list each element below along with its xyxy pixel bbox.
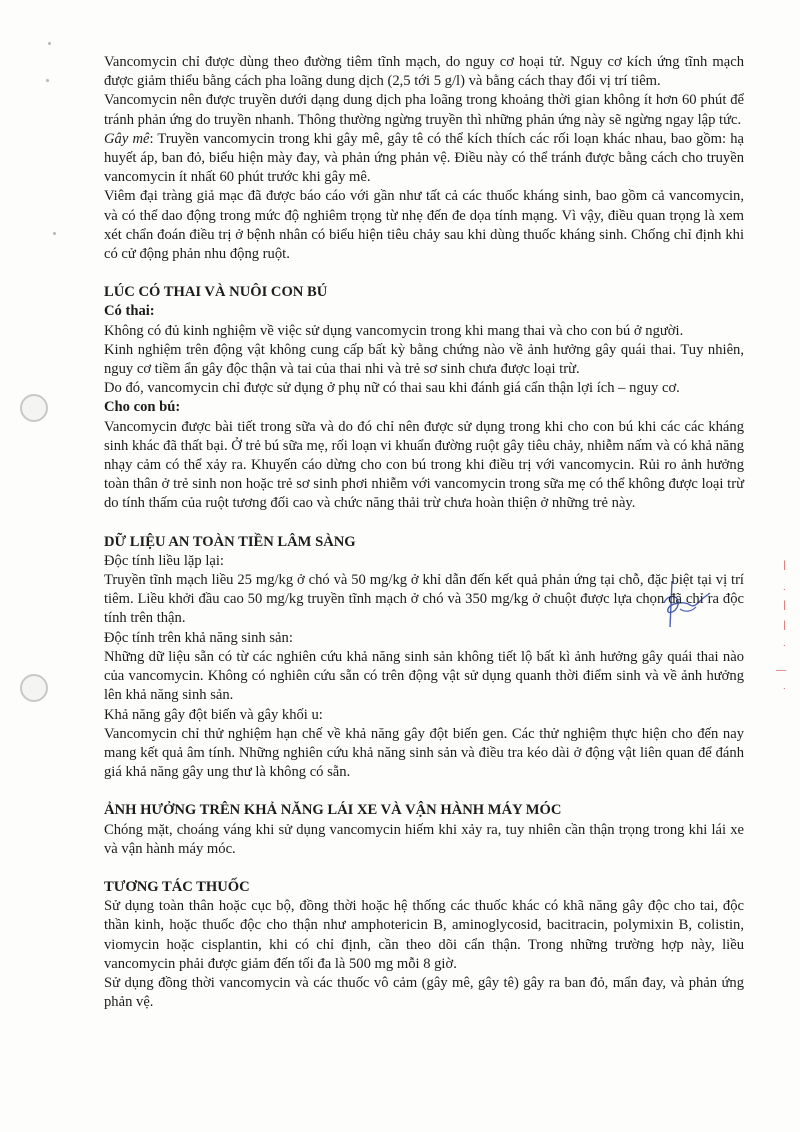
page-edge-mark: | xyxy=(783,600,786,611)
page-edge-mark: · xyxy=(782,683,786,694)
document-body xyxy=(104,53,744,1012)
driving-paragraph: Chóng mặt, choáng váng khi sử dụng vancomycin hiếm khi xảy ra, tuy nhiên cần thận trọng trong khi lái xe và vận hành máy móc. xyxy=(104,821,744,857)
page-edge-mark: · xyxy=(782,640,786,651)
pregnancy-paragraph-1: Không có đủ kinh nghiệm về việc sử dụng vancomycin trong khi mang thai và cho con bú ở người. xyxy=(104,322,684,339)
punch-hole-top xyxy=(20,394,48,422)
preclinical-sub-2: Độc tính trên khả năng sinh sản: xyxy=(104,629,293,646)
section-heading-driving: ẢNH HƯỞNG TRÊN KHẢ NĂNG LÁI XE VÀ VẬN HÀNH MÁY MÓC xyxy=(104,802,562,819)
scan-speck xyxy=(48,42,51,45)
page-edge-mark: — xyxy=(776,665,786,676)
preclinical-sub-3: Khả năng gây đột biến và gây khối u: xyxy=(104,706,323,723)
subheading-pregnancy: Có thai: xyxy=(104,303,155,320)
anesthesia-text: : Truyền vancomycin trong khi gây mê, gây tê có thể kích thích các rối loạn khác nhau, bao gồm: hạ huyết áp, ban đỏ, biểu hiện mày đay, và phản ứng phản vệ. Điều này có thể tránh được bằng cách cho truyền vancomycin ít nhất 60 phút trước khi gây mê. xyxy=(104,130,744,186)
subheading-breastfeeding: Cho con bú: xyxy=(104,399,181,416)
pregnancy-paragraph-2: Kinh nghiệm trên động vật không cung cấp bất kỳ bằng chứng nào về ảnh hưởng gây quái thai. Tuy nhiên, nguy cơ tiềm ẩn gây độc thận và tai của thai nhi và trẻ sơ sinh chưa được loại trừ. xyxy=(104,341,744,378)
section-heading-interactions: TƯƠNG TÁC THUỐC xyxy=(104,878,250,895)
scan-speck xyxy=(46,79,49,82)
preclinical-paragraph-2: Những dữ liệu sẵn có từ các nghiên cứu khả năng sinh sản không tiết lộ bất kì ảnh hưởng gây quái thai nào của vancomycin. Không có nghiên cứu sẵn có trên động vật sử dụng quanh thời điểm sinh và về ảnh hưởng lên khả năng sinh sản. xyxy=(104,648,744,704)
preclinical-sub-1: Độc tính liều lặp lại: xyxy=(104,552,224,569)
colitis-paragraph: Viêm đại tràng giả mạc đã được báo cáo với gần như tất cả các thuốc kháng sinh, bao gồm cả vancomycin, và có thể dao động trong mức độ nghiêm trọng từ nhẹ đến đe dọa tính mạng. Vì vậy, điều quan trọng là xem xét chẩn đoán điều trị ở bệnh nhân có biểu hiện tiêu chảy sau khi dùng thuốc kháng sinh. Chống chỉ định khi có cử động phản nhu động ruột. xyxy=(104,188,744,263)
page-edge-mark: · xyxy=(782,584,786,595)
anesthesia-label: Gây mê xyxy=(104,130,150,147)
preclinical-paragraph-3: Vancomycin chỉ thử nghiệm hạn chế về khả năng gây đột biến gen. Các thử nghiệm thực hiện cho đến nay mang kết quả âm tính. Những nghiên cứu khả năng sinh sản và điều tra kéo dài ở động vật liên quan để đánh giá khả năng gây ung thư là không có sẵn. xyxy=(104,725,744,781)
pregnancy-paragraph-3: Do đó, vancomycin chỉ được sử dụng ở phụ nữ có thai sau khi đánh giá cẩn thận lợi ích – nguy cơ. xyxy=(104,380,680,397)
interactions-paragraph-1: Sử dụng toàn thân hoặc cục bộ, đồng thời hoặc hệ thống các thuốc khác có khã năng gây độc cho tai, độc thần kinh, hoặc thuốc độc cho thận như amphotericin B, aminoglycosid, bacitracin, polymixin B, colistin, viomycin hoặc cisplantin, khi có chỉ định, cần theo dõi cẩn thận. Trong những trường hợp này, liều vancomycin phải được giảm đến tối đa là 500 mg mỗi 8 giờ. xyxy=(104,898,744,972)
interactions-paragraph-2: Sử dụng đồng thời vancomycin và các thuốc vô cảm (gây mê, gây tê) gây ra ban đỏ, mẩn đay, và phản ứng phản vệ. xyxy=(104,974,744,1011)
section-heading-preclinical: DỮ LIỆU AN TOÀN TIỀN LÂM SÀNG xyxy=(104,533,356,550)
breastfeeding-paragraph: Vancomycin được bài tiết trong sữa và do đó chỉ nên được sử dụng trong khi cho con bú khi các các kháng sinh khác đã thất bại. Ở trẻ bú sữa mẹ, rối loạn vi khuẩn đường ruột gây tiêu chảy, nhiễm nấm và có khả năng nhạy cảm có thể xảy ra. Khuyến cáo dừng cho con bú trong khi điều trị với vancomycin. Rủi ro ảnh hưởng toàn thân ở trẻ sinh non hoặc trẻ sơ sinh phơi nhiễm với vancomycin trong sữa mẹ có thể không được loại trừ do tính thấm của ruột tương đối cao và chức năng thải trừ chưa hoàn thiện ở những trẻ này. xyxy=(104,418,744,512)
punch-hole-bottom xyxy=(20,674,48,702)
preclinical-paragraph-1: Truyền tĩnh mạch liều 25 mg/kg ở chó và 50 mg/kg ở khỉ dẫn đến kết quả phản ứng tại chỗ, đặc biệt tại vị trí tiêm. Liều khởi đầu cao 50 mg/kg truyền tĩnh mạch ở chó và 350 mg/kg ở chuột được lựa chọn đã chỉ ra độc tính trên thận. xyxy=(104,572,744,627)
intro-paragraph-2: Vancomycin nên được truyền dưới dạng dung dịch pha loãng trong khoảng thời gian không ít hơn 60 phút để tránh phản ứng do truyền nhanh. Thông thường ngừng truyền thì những phản ứng này sẽ ngừng ngay lập tức. xyxy=(104,92,744,128)
anesthesia-paragraph xyxy=(104,130,744,188)
page-edge-mark: | xyxy=(783,620,786,631)
intro-paragraph-1: Vancomycin chỉ được dùng theo đường tiêm tĩnh mạch, do nguy cơ hoại tử. Nguy cơ kích ứng tĩnh mạch được giảm thiểu bằng cách pha loãng dung dịch (2,5 tới 5 g/l) và bằng cách thay đổi vị trí tiêm. xyxy=(104,54,744,90)
scan-speck xyxy=(53,232,56,235)
page-edge-mark: | xyxy=(783,560,786,571)
section-heading-pregnancy: LÚC CÓ THAI VÀ NUÔI CON BÚ xyxy=(104,284,328,301)
